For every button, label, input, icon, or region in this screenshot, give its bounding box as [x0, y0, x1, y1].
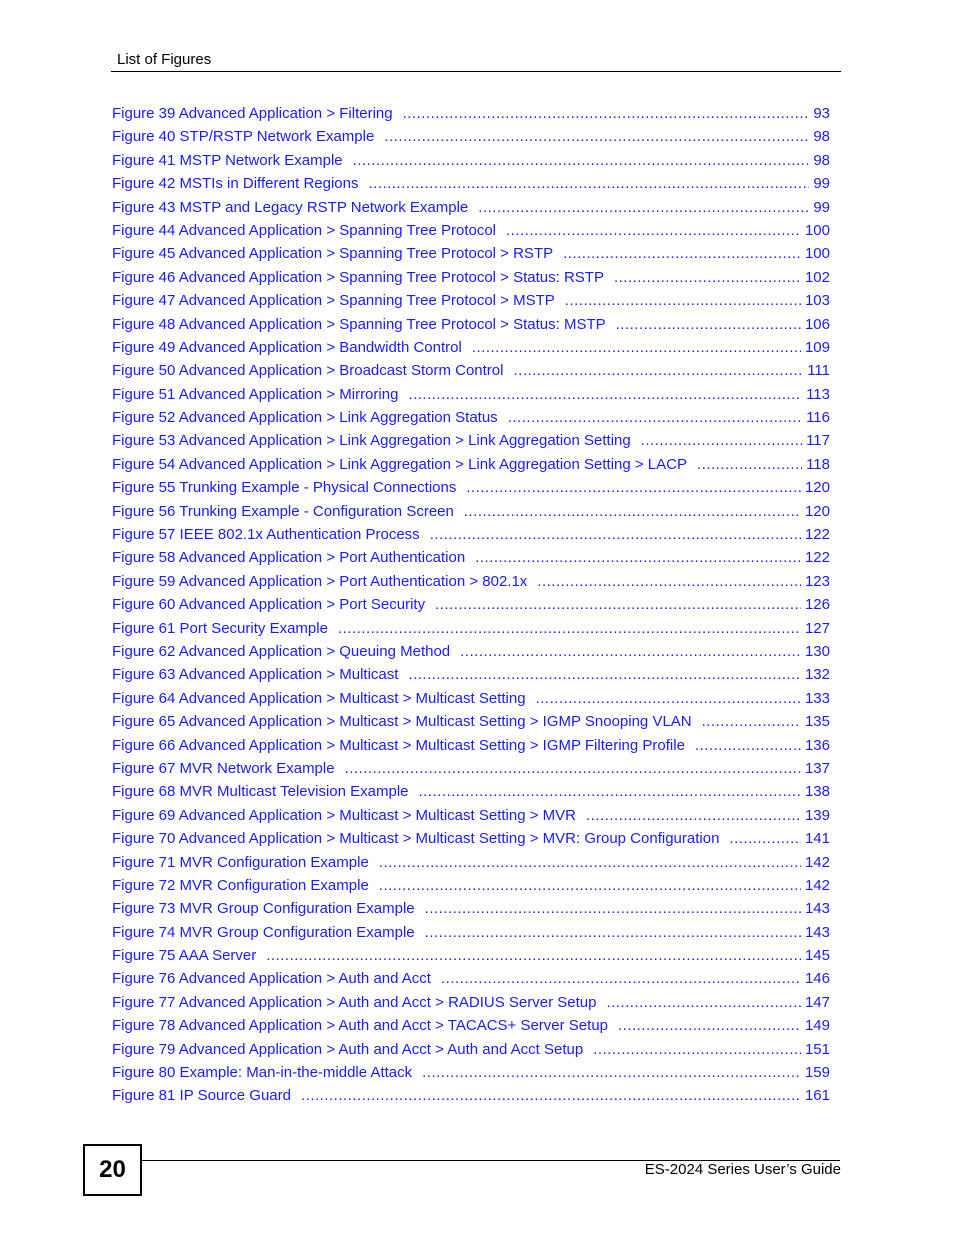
dot-leader: [702, 713, 801, 730]
dot-leader: [695, 737, 801, 754]
toc-entry-link[interactable]: [112, 737, 830, 760]
toc-entry-page[interactable]: 142: [804, 876, 830, 894]
toc-entry-link[interactable]: [112, 947, 830, 970]
toc-entry-page[interactable]: 143: [804, 923, 830, 941]
toc-entry-title[interactable]: Figure 74 MVR Group Configuration Example: [112, 923, 415, 941]
toc-entry-title[interactable]: Figure 55 Trunking Example - Physical Connections: [112, 479, 457, 497]
toc-entry-page[interactable]: 159: [804, 1064, 830, 1082]
toc-entry-link[interactable]: [112, 1064, 830, 1087]
dot-leader: [506, 222, 801, 239]
toc-entry-page[interactable]: 161: [804, 1087, 830, 1105]
toc-entry-page[interactable]: 145: [804, 947, 830, 965]
toc-entry-page[interactable]: 99: [813, 175, 830, 193]
toc-entry-link[interactable]: [112, 760, 830, 783]
toc-entry-page[interactable]: 116: [806, 409, 830, 427]
dot-leader: [338, 620, 801, 637]
toc-entry-title[interactable]: Figure 47 Advanced Application > Spanning Tree Protocol > MSTP: [112, 292, 555, 310]
dot-leader: [384, 128, 809, 145]
dot-leader: [508, 409, 802, 426]
dot-leader: [379, 854, 801, 871]
toc-entry-link[interactable]: [112, 970, 830, 993]
toc-entry-link[interactable]: [112, 643, 830, 666]
toc-entry-title[interactable]: Figure 52 Advanced Application > Link Aggregation Status: [112, 409, 498, 427]
dot-leader: [466, 479, 801, 496]
toc-entry-title[interactable]: Figure 64 Advanced Application > Multicast > Multicast Setting: [112, 689, 526, 707]
toc-entry-page[interactable]: 93: [813, 105, 830, 122]
toc-entry-page[interactable]: 122: [804, 526, 830, 544]
dot-leader: [464, 503, 801, 520]
toc-entry-title[interactable]: Figure 45 Advanced Application > Spanning Tree Protocol > RSTP: [112, 245, 554, 263]
dot-leader: [369, 175, 810, 192]
toc-entry-page[interactable]: 98: [813, 151, 830, 169]
toc-entry-title[interactable]: Figure 46 Advanced Application > Spanning Tree Protocol > Status: RSTP: [112, 268, 604, 286]
toc-entry-link[interactable]: [112, 854, 830, 877]
toc-entry-title[interactable]: Figure 72 MVR Configuration Example: [112, 876, 369, 894]
toc-entry-page[interactable]: 113: [806, 385, 830, 403]
toc-entry-title[interactable]: Figure 61 Port Security Example: [112, 619, 328, 637]
toc-entry-link[interactable]: [112, 994, 830, 1017]
toc-entry-link[interactable]: [112, 1087, 830, 1110]
toc-entry-page[interactable]: 120: [804, 479, 830, 497]
toc-entry-link[interactable]: [112, 503, 830, 526]
toc-entry-link[interactable]: [112, 549, 830, 572]
dot-leader: [379, 877, 801, 894]
toc-entry-page[interactable]: 135: [804, 713, 830, 731]
toc-entry-link[interactable]: [112, 316, 830, 339]
toc-entry-title[interactable]: Figure 57 IEEE 802.1x Authentication Process: [112, 526, 420, 544]
dot-leader: [475, 549, 801, 566]
toc-entry-title[interactable]: Figure 69 Advanced Application > Multicast > Multicast Setting > MVR: [112, 806, 576, 824]
dot-leader: [593, 1041, 801, 1058]
toc-entry-title[interactable]: Figure 77 Advanced Application > Auth and Acct > RADIUS Server Setup: [112, 993, 597, 1011]
toc-entry-title[interactable]: Figure 56 Trunking Example - Configuration Screen: [112, 502, 454, 520]
toc-entry-page[interactable]: 137: [804, 759, 830, 777]
toc-entry-link[interactable]: [112, 199, 830, 222]
toc-entry-link[interactable]: [112, 900, 830, 923]
toc-entry-page[interactable]: 111: [807, 362, 830, 380]
toc-entry-title[interactable]: Figure 67 MVR Network Example: [112, 759, 335, 777]
toc-entry-link[interactable]: [112, 432, 830, 455]
toc-entry-link[interactable]: [112, 128, 830, 151]
toc-entry-title[interactable]: Figure 78 Advanced Application > Auth and Acct > TACACS+ Server Setup: [112, 1017, 609, 1035]
toc-entry-page[interactable]: 141: [804, 830, 830, 848]
dot-leader: [641, 432, 802, 449]
toc-entry-title[interactable]: Figure 76 Advanced Application > Auth and Acct: [112, 970, 431, 988]
dot-leader: [435, 596, 801, 613]
toc-entry-title[interactable]: Figure 81 IP Source Guard: [112, 1087, 291, 1105]
toc-entry-link[interactable]: [112, 526, 830, 549]
toc-entry-title[interactable]: Figure 70 Advanced Application > Multicast > Multicast Setting > MVR: Group Configuration: [112, 830, 720, 848]
toc-entry-page[interactable]: 126: [804, 596, 830, 614]
toc-entry-page[interactable]: 98: [813, 128, 830, 146]
toc-entry-page[interactable]: 100: [804, 221, 830, 239]
toc-entry-link[interactable]: [112, 666, 830, 689]
toc-entry-link[interactable]: [112, 479, 830, 502]
toc-entry-page[interactable]: 120: [804, 502, 830, 520]
toc-entry-page[interactable]: 99: [813, 198, 830, 216]
dot-leader: [419, 783, 801, 800]
toc-entry-page[interactable]: 103: [804, 292, 830, 310]
toc-entry-link[interactable]: [112, 456, 830, 479]
toc-entry-page[interactable]: 123: [804, 572, 830, 590]
toc-entry-title[interactable]: Figure 79 Advanced Application > Auth and Acct > Auth and Acct Setup: [112, 1040, 584, 1058]
dot-leader: [441, 970, 801, 987]
toc-entry-link[interactable]: [112, 386, 830, 409]
dot-leader: [408, 386, 802, 403]
toc-entry-link[interactable]: [112, 362, 830, 385]
toc-entry-title[interactable]: Figure 68 MVR Multicast Television Example: [112, 783, 409, 801]
dot-leader: [729, 830, 801, 847]
toc-entry-title[interactable]: Figure 59 Advanced Application > Port Authentication > 802.1x: [112, 572, 528, 590]
toc-entry-link[interactable]: [112, 877, 830, 900]
toc-entry-title[interactable]: Figure 49 Advanced Application > Bandwidth Control: [112, 338, 462, 356]
dot-leader: [345, 760, 801, 777]
toc-entry-link[interactable]: [112, 713, 830, 736]
toc-entry-page[interactable]: 118: [806, 455, 830, 473]
dot-leader: [403, 105, 810, 122]
toc-entry-page[interactable]: 136: [804, 736, 830, 754]
toc-entry-link[interactable]: [112, 620, 830, 643]
dot-leader: [353, 152, 810, 169]
toc-entry-title[interactable]: Figure 41 MSTP Network Example: [112, 151, 343, 169]
dot-leader: [301, 1087, 801, 1104]
toc-entry-link[interactable]: [112, 573, 830, 596]
toc-entry-title[interactable]: Figure 42 MSTIs in Different Regions: [112, 175, 359, 193]
toc-entry-page[interactable]: 139: [804, 806, 830, 824]
toc-entry-title[interactable]: Figure 54 Advanced Application > Link Aggregation > Link Aggregation Setting > LACP: [112, 455, 687, 473]
toc-entry-page[interactable]: 138: [804, 783, 830, 801]
toc-entry-link[interactable]: [112, 783, 830, 806]
dot-leader: [536, 690, 801, 707]
toc-entry-title[interactable]: Figure 60 Advanced Application > Port Security: [112, 596, 426, 614]
dot-leader: [425, 924, 801, 941]
list-of-figures: [112, 105, 830, 1111]
toc-entry-page[interactable]: 132: [804, 666, 830, 684]
toc-entry-page[interactable]: 133: [804, 689, 830, 707]
toc-entry-title[interactable]: Figure 58 Advanced Application > Port Authentication: [112, 549, 466, 567]
dot-leader: [606, 994, 801, 1011]
toc-entry-link[interactable]: [112, 1017, 830, 1040]
dot-leader: [266, 947, 801, 964]
dot-leader: [408, 666, 801, 683]
toc-entry-link[interactable]: [112, 596, 830, 619]
toc-entry-title[interactable]: Figure 71 MVR Configuration Example: [112, 853, 369, 871]
toc-entry-link[interactable]: [112, 222, 830, 245]
toc-entry-title[interactable]: Figure 62 Advanced Application > Queuing Method: [112, 642, 451, 660]
toc-entry-title[interactable]: Figure 63 Advanced Application > Multicast: [112, 666, 399, 684]
toc-entry-page[interactable]: 130: [804, 642, 830, 660]
toc-entry-link[interactable]: [112, 1041, 830, 1064]
toc-entry-link[interactable]: [112, 924, 830, 947]
dot-leader: [697, 456, 802, 473]
dot-leader: [422, 1064, 801, 1081]
page-number: 20: [83, 1144, 142, 1196]
toc-entry-title[interactable]: Figure 43 MSTP and Legacy RSTP Network Example: [112, 198, 469, 216]
toc-entry-page[interactable]: 117: [806, 432, 830, 450]
toc-entry-title[interactable]: Figure 66 Advanced Application > Multicast > Multicast Setting > IGMP Filtering Profile: [112, 736, 685, 754]
toc-entry-link[interactable]: [112, 245, 830, 268]
dot-leader: [430, 526, 801, 543]
toc-entry-page[interactable]: 149: [804, 1017, 830, 1035]
toc-entry-page[interactable]: 122: [804, 549, 830, 567]
dot-leader: [425, 900, 801, 917]
toc-entry-title[interactable]: Figure 40 STP/RSTP Network Example: [112, 128, 375, 146]
toc-entry-page[interactable]: 146: [804, 970, 830, 988]
header-divider: [111, 71, 841, 72]
toc-entry-page[interactable]: 142: [804, 853, 830, 871]
dot-leader: [565, 292, 801, 309]
toc-entry-link[interactable]: [112, 807, 830, 830]
toc-entry-link[interactable]: [112, 269, 830, 292]
toc-entry-page[interactable]: 151: [804, 1040, 830, 1058]
toc-entry-link[interactable]: [112, 175, 830, 198]
toc-entry-title[interactable]: Figure 44 Advanced Application > Spanning Tree Protocol: [112, 221, 497, 239]
toc-entry-page[interactable]: 100: [804, 245, 830, 263]
toc-entry-link[interactable]: [112, 409, 830, 432]
toc-entry-page[interactable]: 147: [804, 993, 830, 1011]
dot-leader: [513, 362, 803, 379]
toc-entry-link[interactable]: [112, 830, 830, 853]
dot-leader: [472, 339, 801, 356]
toc-entry-page[interactable]: 106: [804, 315, 830, 333]
toc-entry-link[interactable]: [112, 690, 830, 713]
dot-leader: [586, 807, 801, 824]
dot-leader: [614, 269, 801, 286]
toc-entry-title[interactable]: Figure 48 Advanced Application > Spanning Tree Protocol > Status: MSTP: [112, 315, 606, 333]
toc-entry-title[interactable]: Figure 73 MVR Group Configuration Example: [112, 900, 415, 918]
toc-entry-title[interactable]: Figure 80 Example: Man-in-the-middle Attack: [112, 1064, 413, 1082]
dot-leader: [563, 245, 801, 262]
toc-entry-title[interactable]: Figure 50 Advanced Application > Broadcast Storm Control: [112, 362, 504, 380]
running-header: List of Figures: [117, 51, 212, 68]
toc-entry-page[interactable]: 127: [804, 619, 830, 637]
toc-entry-title[interactable]: Figure 51 Advanced Application > Mirroring: [112, 385, 399, 403]
toc-entry-link[interactable]: [112, 152, 830, 175]
guide-title: ES-2024 Series User’s Guide: [644, 1161, 841, 1178]
toc-entry-page[interactable]: 109: [804, 338, 830, 356]
dot-leader: [537, 573, 801, 590]
toc-entry-title[interactable]: Figure 75 AAA Server: [112, 947, 257, 965]
dot-leader: [618, 1017, 801, 1034]
toc-entry-title[interactable]: Figure 39 Advanced Application > Filtering: [112, 105, 393, 122]
toc-entry-title[interactable]: Figure 65 Advanced Application > Multicast > Multicast Setting > IGMP Snooping VLAN: [112, 713, 692, 731]
dot-leader: [478, 199, 809, 216]
toc-entry-link[interactable]: [112, 339, 830, 362]
toc-entry-page[interactable]: 102: [804, 268, 830, 286]
toc-entry-link[interactable]: [112, 292, 830, 315]
toc-entry-link[interactable]: [112, 105, 830, 128]
dot-leader: [460, 643, 801, 660]
toc-entry-title[interactable]: Figure 53 Advanced Application > Link Aggregation > Link Aggregation Setting: [112, 432, 631, 450]
dot-leader: [616, 316, 801, 333]
toc-entry-page[interactable]: 143: [804, 900, 830, 918]
